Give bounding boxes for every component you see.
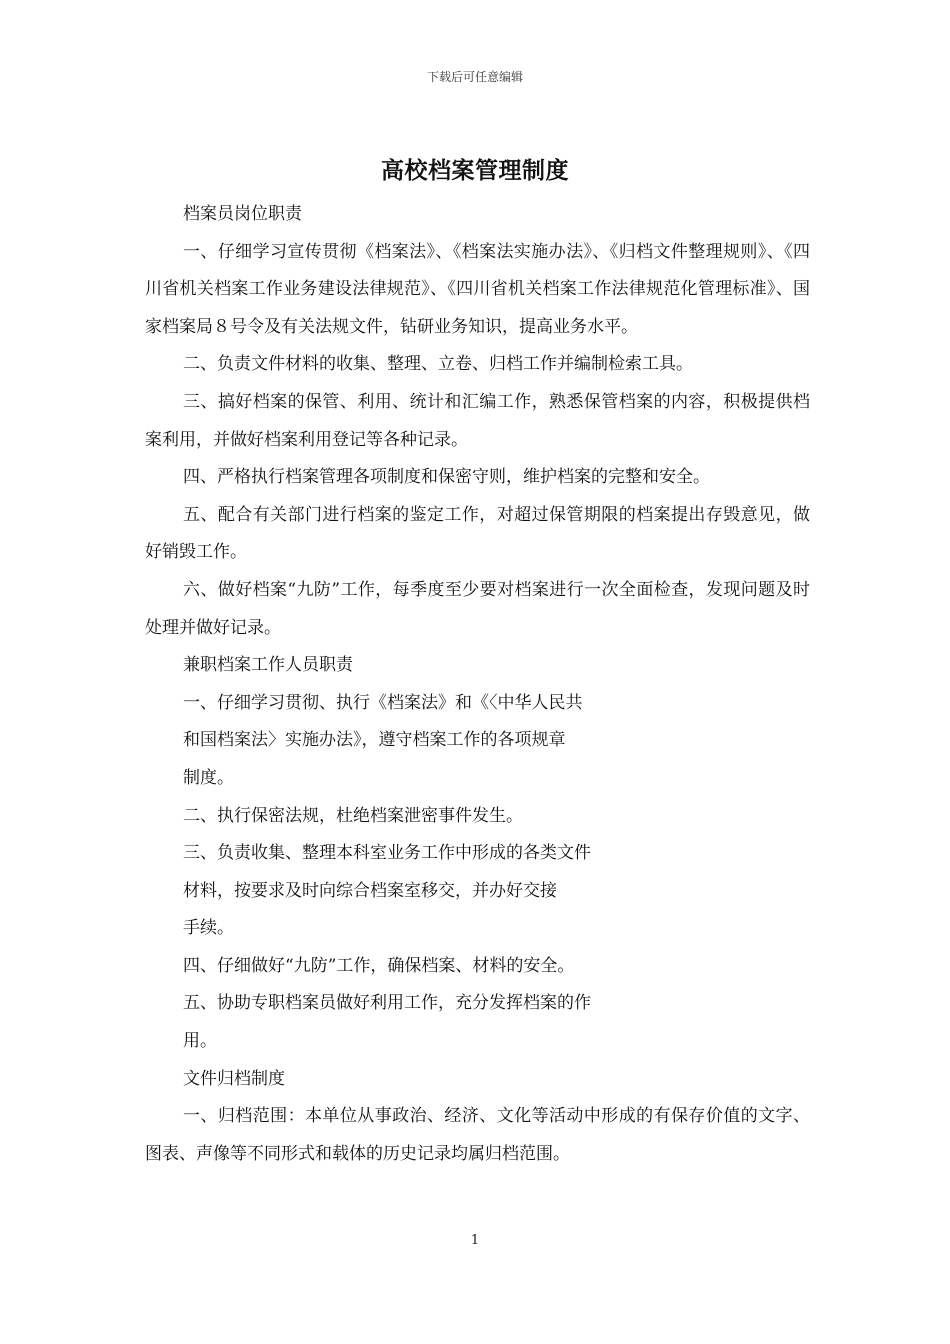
paragraph: 一、仔细学习宣传贯彻《档案法》、《档案法实施办法》、《归档文件整理规则》、《四川省机关档案工作业务建设法律规范》、《四川省机关档案工作法律规范化管理标准》、国家档案局８号令及有关法规文件，钻研业务知识，提高业务水平。 xyxy=(145,241,810,337)
paragraph: 三、搞好档案的保管、利用、统计和汇编工作，熟悉保管档案的内容，积极提供档案利用，并做好档案利用登记等各种记录。 xyxy=(145,391,810,450)
paragraph-line: 四、仔细做好“九防”工作，确保档案、材料的安全。 xyxy=(183,955,575,976)
section-heading-filing-system: 文件归档制度 xyxy=(183,1068,285,1089)
paragraph: 五、配合有关部门进行档案的鉴定工作，对超过保管期限的档案提出存毁意见，做好销毁工作。 xyxy=(145,504,810,563)
paragraph-line: 材料，按要求及时向综合档案室移交，并办好交接 xyxy=(183,880,557,901)
paragraph: 四、严格执行档案管理各项制度和保密守则，维护档案的完整和安全。 xyxy=(183,467,710,488)
section-heading-archivist-duties: 档案员岗位职责 xyxy=(183,204,302,224)
paragraph-line: 三、负责收集、整理本科室业务工作中形成的各类文件 xyxy=(183,843,591,864)
paragraph-line: 手续。 xyxy=(183,918,234,939)
page-header: 下载后可任意编辑 xyxy=(426,70,523,84)
paragraph-line: 制度。 xyxy=(183,767,234,788)
paragraph-line: 五、协助专职档案员做好利用工作，充分发挥档案的作 xyxy=(183,993,591,1014)
paragraph: 六、做好档案“九防”工作，每季度至少要对档案进行一次全面检查，发现问题及时处理并做好记录。 xyxy=(145,579,810,638)
paragraph: 一、归档范围：本单位从事政治、经济、文化等活动中形成的有保存价值的文字、图表、声像等不同形式和载体的历史记录均属归档范围。 xyxy=(145,1106,810,1164)
document-body xyxy=(145,196,810,1173)
paragraph-line: 一、仔细学习贯彻、执行《档案法》和《〈中华人民共 xyxy=(183,692,583,713)
section-heading-parttime-duties: 兼职档案工作人员职责 xyxy=(183,655,353,676)
paragraph-line: 用。 xyxy=(183,1031,217,1052)
page-number: 1 xyxy=(470,1233,480,1248)
paragraph-line: 二、执行保密法规，杜绝档案泄密事件发生。 xyxy=(183,805,523,826)
paragraph-line: 和国档案法〉实施办法》，遵守档案工作的各项规章 xyxy=(183,730,566,751)
document-title: 高校档案管理制度 xyxy=(381,157,569,184)
paragraph: 二、负责文件材料的收集、整理、立卷、归档工作并编制检索工具。 xyxy=(183,354,693,375)
